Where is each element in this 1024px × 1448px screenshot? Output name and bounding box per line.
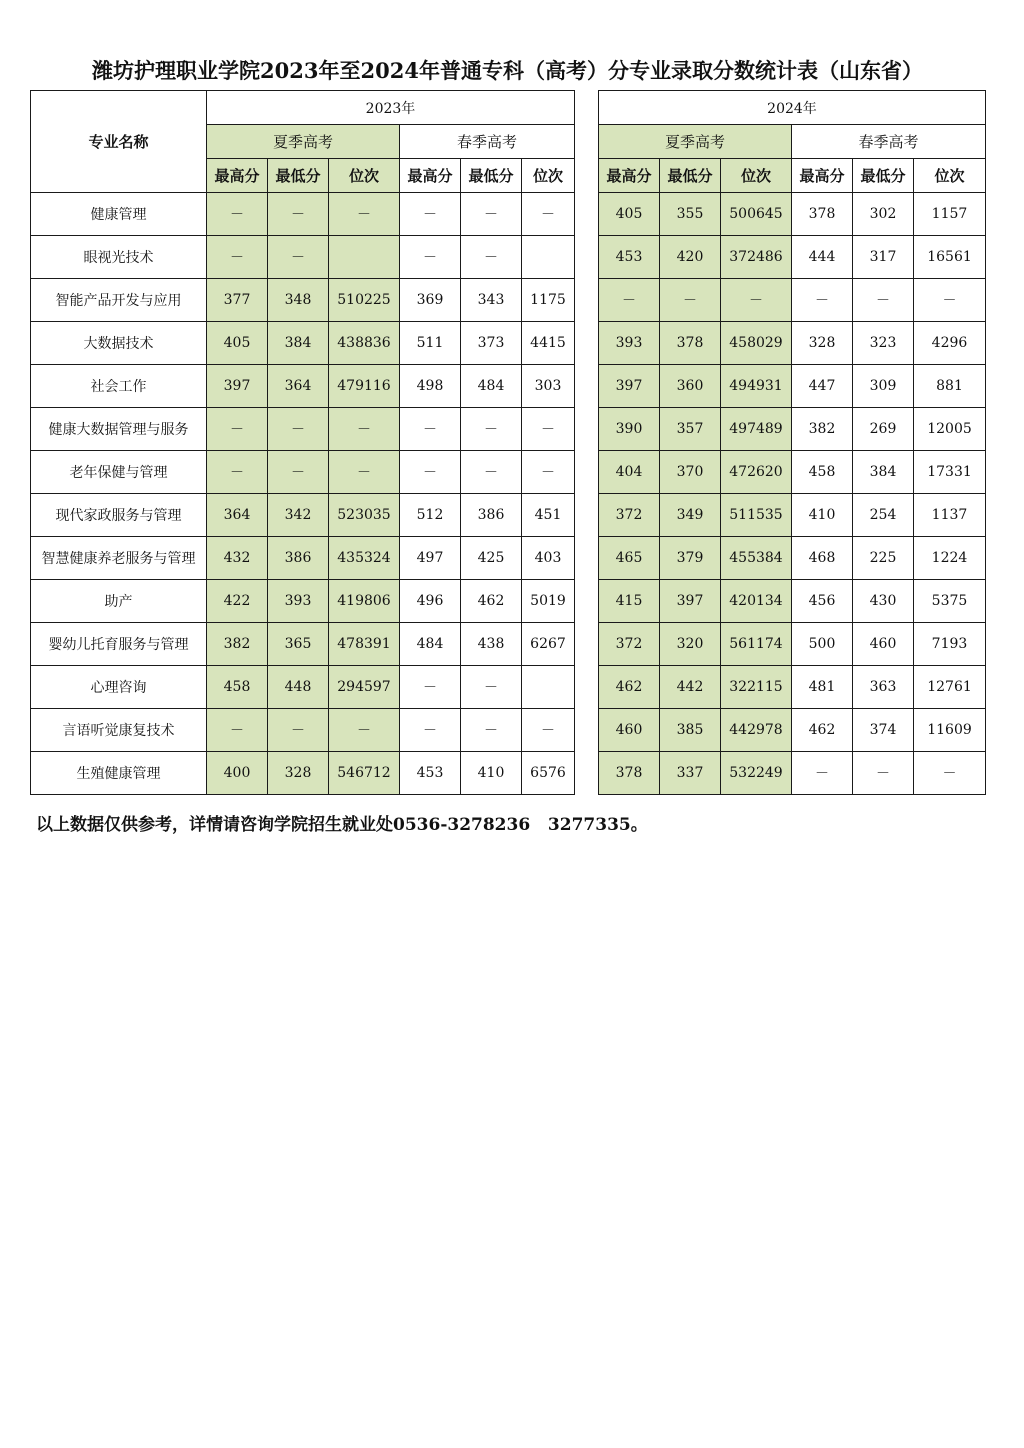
summer-y2023-cell: － — [329, 451, 400, 494]
summer-y2024-cell: 532249 — [721, 752, 792, 795]
table-row — [31, 279, 986, 322]
spring-y2024-cell: 1137 — [914, 494, 986, 537]
table-row — [31, 322, 986, 365]
spring-y2023-cell: 453 — [400, 752, 461, 795]
col-min-score: 最低分 — [461, 159, 522, 193]
summer-y2024-cell: 397 — [599, 365, 660, 408]
spring-y2023-cell: 484 — [400, 623, 461, 666]
summer-y2024-cell: 405 — [599, 193, 660, 236]
table-row — [31, 236, 986, 279]
spring-y2023-cell — [522, 236, 575, 279]
summer-y2024-cell: 320 — [660, 623, 721, 666]
summer-y2024-cell: 494931 — [721, 365, 792, 408]
spring-y2024-cell: 5375 — [914, 580, 986, 623]
table-row — [31, 752, 986, 795]
summer-y2023-cell: 432 — [207, 537, 268, 580]
spring-y2023-cell: 511 — [400, 322, 461, 365]
summer-y2023-cell: 435324 — [329, 537, 400, 580]
col-rank: 位次 — [721, 159, 792, 193]
spring-y2024-cell: 302 — [853, 193, 914, 236]
summer-y2024-cell: 393 — [599, 322, 660, 365]
spring-y2024-cell: 16561 — [914, 236, 986, 279]
spring-y2024-cell: 881 — [914, 365, 986, 408]
summer-y2024-cell: 372486 — [721, 236, 792, 279]
spring-y2024-cell: 254 — [853, 494, 914, 537]
summer-y2024-cell: 458029 — [721, 322, 792, 365]
spring-y2024-cell: － — [853, 752, 914, 795]
summer-y2023-cell: 377 — [207, 279, 268, 322]
spring-y2023-cell: 369 — [400, 279, 461, 322]
summer-y2024-cell: 420134 — [721, 580, 792, 623]
summer-y2023-cell: 348 — [268, 279, 329, 322]
summer-y2024-cell: 349 — [660, 494, 721, 537]
summer-y2023-cell: 384 — [268, 322, 329, 365]
spring-y2023-cell: － — [400, 236, 461, 279]
summer-y2024-cell: 455384 — [721, 537, 792, 580]
summer-y2024-cell: 415 — [599, 580, 660, 623]
summer-y2023-cell: － — [329, 193, 400, 236]
spring-y2024-cell: 460 — [853, 623, 914, 666]
summer-y2023-cell: 294597 — [329, 666, 400, 709]
spring-y2023-cell: 343 — [461, 279, 522, 322]
spring-y2024-cell: 11609 — [914, 709, 986, 752]
spring-y2024-cell: 468 — [792, 537, 853, 580]
spring-y2024-cell: 456 — [792, 580, 853, 623]
summer-y2024-cell: 472620 — [721, 451, 792, 494]
year-2023-header: 2023年 — [207, 91, 575, 125]
summer-y2023-cell — [329, 236, 400, 279]
spring-y2024-cell: 447 — [792, 365, 853, 408]
summer-y2023-cell: 342 — [268, 494, 329, 537]
summer-y2023-cell: 438836 — [329, 322, 400, 365]
summer-y2023-cell: 400 — [207, 752, 268, 795]
summer-y2024-cell: 420 — [660, 236, 721, 279]
spring-y2024-cell: 269 — [853, 408, 914, 451]
major-name-cell: 言语听觉康复技术 — [31, 709, 207, 752]
col-min-score: 最低分 — [268, 159, 329, 193]
summer-y2023-cell: － — [268, 193, 329, 236]
spring-y2024-cell: 7193 — [914, 623, 986, 666]
summer-y2023-cell: 382 — [207, 623, 268, 666]
spring-y2023-cell: 6267 — [522, 623, 575, 666]
major-name-cell: 智能产品开发与应用 — [31, 279, 207, 322]
summer-y2023-cell: 479116 — [329, 365, 400, 408]
table-row — [31, 408, 986, 451]
spring-y2023-cell: 498 — [400, 365, 461, 408]
spring-y2023-cell: － — [400, 451, 461, 494]
footer-note: 以上数据仅供参考，详情请咨询学院招生就业处0536-3278236 3277335。 — [36, 815, 648, 835]
spring-y2024-cell: 317 — [853, 236, 914, 279]
summer-y2024-cell: 372 — [599, 623, 660, 666]
year-separator — [575, 91, 599, 795]
spring-y2024-cell: 12005 — [914, 408, 986, 451]
spring-y2023-cell: － — [522, 193, 575, 236]
col-rank: 位次 — [522, 159, 575, 193]
spring-y2023-cell: － — [461, 709, 522, 752]
summer-y2023-cell: 397 — [207, 365, 268, 408]
spring-y2023-cell: 386 — [461, 494, 522, 537]
col-max-score: 最高分 — [792, 159, 853, 193]
spring-y2024-cell: 363 — [853, 666, 914, 709]
spring-y2023-cell: － — [461, 451, 522, 494]
page-title: 潍坊护理职业学院2023年至2024年普通专科（高考）分专业录取分数统计表（山东省） — [92, 58, 923, 83]
spring-y2023-cell: － — [400, 666, 461, 709]
table-row — [31, 537, 986, 580]
spring-y2024-cell: － — [914, 752, 986, 795]
spring-y2023-cell: － — [461, 666, 522, 709]
spring-y2023-cell: － — [522, 408, 575, 451]
summer-y2024-cell: 378 — [599, 752, 660, 795]
summer-y2024-cell: 500645 — [721, 193, 792, 236]
summer-y2023-cell: － — [207, 451, 268, 494]
summer-2024-header: 夏季高考 — [599, 125, 792, 159]
summer-y2023-cell: 422 — [207, 580, 268, 623]
col-max-score: 最高分 — [207, 159, 268, 193]
spring-y2023-cell: 5019 — [522, 580, 575, 623]
spring-y2024-cell: 17331 — [914, 451, 986, 494]
summer-y2024-cell: 442978 — [721, 709, 792, 752]
summer-y2023-cell: 328 — [268, 752, 329, 795]
spring-y2023-cell — [522, 666, 575, 709]
spring-y2024-cell: 462 — [792, 709, 853, 752]
spring-y2023-cell: 303 — [522, 365, 575, 408]
table-row — [31, 451, 986, 494]
spring-y2024-cell: 323 — [853, 322, 914, 365]
summer-y2024-cell: 497489 — [721, 408, 792, 451]
spring-y2023-cell: － — [400, 193, 461, 236]
summer-y2024-cell: － — [721, 279, 792, 322]
major-name-cell: 眼视光技术 — [31, 236, 207, 279]
summer-y2024-cell: 357 — [660, 408, 721, 451]
summer-y2024-cell: 360 — [660, 365, 721, 408]
summer-y2024-cell: 397 — [660, 580, 721, 623]
major-name-cell: 健康管理 — [31, 193, 207, 236]
summer-y2023-cell: － — [268, 709, 329, 752]
major-name-cell: 助产 — [31, 580, 207, 623]
spring-y2024-cell: 309 — [853, 365, 914, 408]
spring-y2024-cell: － — [914, 279, 986, 322]
spring-y2023-cell: 4415 — [522, 322, 575, 365]
table-row — [31, 365, 986, 408]
spring-y2024-cell: 481 — [792, 666, 853, 709]
major-name-cell: 大数据技术 — [31, 322, 207, 365]
summer-y2023-cell: 405 — [207, 322, 268, 365]
col-max-score: 最高分 — [599, 159, 660, 193]
col-rank: 位次 — [914, 159, 986, 193]
summer-y2024-cell: 379 — [660, 537, 721, 580]
table-row — [31, 666, 986, 709]
spring-y2024-cell: － — [853, 279, 914, 322]
summer-y2023-cell: － — [207, 408, 268, 451]
summer-y2023-cell: 364 — [207, 494, 268, 537]
table-row — [31, 580, 986, 623]
spring-y2023-cell: 496 — [400, 580, 461, 623]
major-name-cell: 智慧健康养老服务与管理 — [31, 537, 207, 580]
table-row — [31, 494, 986, 537]
summer-y2024-cell: 322115 — [721, 666, 792, 709]
summer-y2023-cell: － — [268, 451, 329, 494]
major-name-header: 专业名称 — [31, 91, 207, 193]
major-name-cell: 心理咨询 — [31, 666, 207, 709]
summer-y2023-cell: 364 — [268, 365, 329, 408]
summer-y2024-cell: 404 — [599, 451, 660, 494]
spring-y2023-cell: 425 — [461, 537, 522, 580]
spring-y2023-cell: － — [461, 408, 522, 451]
admission-score-table — [30, 90, 986, 795]
summer-y2023-cell: 448 — [268, 666, 329, 709]
summer-y2024-cell: 337 — [660, 752, 721, 795]
col-min-score: 最低分 — [853, 159, 914, 193]
spring-y2024-cell: 1157 — [914, 193, 986, 236]
summer-y2023-cell: － — [207, 709, 268, 752]
spring-y2023-cell: － — [400, 408, 461, 451]
spring-y2024-cell: 378 — [792, 193, 853, 236]
summer-y2023-cell: － — [207, 236, 268, 279]
spring-y2024-cell: 1224 — [914, 537, 986, 580]
major-name-cell: 生殖健康管理 — [31, 752, 207, 795]
spring-y2024-cell: 374 — [853, 709, 914, 752]
col-rank: 位次 — [329, 159, 400, 193]
spring-y2024-cell: 500 — [792, 623, 853, 666]
summer-y2023-cell: － — [329, 709, 400, 752]
summer-y2023-cell: 458 — [207, 666, 268, 709]
major-name-cell: 婴幼儿托育服务与管理 — [31, 623, 207, 666]
summer-y2023-cell: － — [207, 193, 268, 236]
table-row — [31, 709, 986, 752]
spring-y2023-cell: 403 — [522, 537, 575, 580]
summer-y2024-cell: 390 — [599, 408, 660, 451]
spring-y2023-cell: － — [522, 451, 575, 494]
summer-y2024-cell: 462 — [599, 666, 660, 709]
spring-y2024-cell: 430 — [853, 580, 914, 623]
spring-y2023-cell: 462 — [461, 580, 522, 623]
spring-y2023-cell: － — [461, 193, 522, 236]
summer-y2023-cell: 523035 — [329, 494, 400, 537]
table-row — [31, 193, 986, 236]
summer-y2023-cell: 419806 — [329, 580, 400, 623]
spring-y2024-cell: 382 — [792, 408, 853, 451]
spring-2024-header: 春季高考 — [792, 125, 986, 159]
major-name-cell: 社会工作 — [31, 365, 207, 408]
spring-y2024-cell: － — [792, 752, 853, 795]
spring-y2023-cell: － — [400, 709, 461, 752]
summer-y2023-cell: 478391 — [329, 623, 400, 666]
spring-y2023-cell: 484 — [461, 365, 522, 408]
spring-y2023-cell: 1175 — [522, 279, 575, 322]
spring-y2023-cell: 451 — [522, 494, 575, 537]
summer-y2024-cell: 372 — [599, 494, 660, 537]
summer-y2023-cell: 546712 — [329, 752, 400, 795]
summer-y2024-cell: 460 — [599, 709, 660, 752]
summer-y2023-cell: － — [268, 408, 329, 451]
summer-y2023-cell: 393 — [268, 580, 329, 623]
summer-y2024-cell: 385 — [660, 709, 721, 752]
summer-y2024-cell: － — [660, 279, 721, 322]
summer-y2024-cell: 378 — [660, 322, 721, 365]
summer-2023-header: 夏季高考 — [207, 125, 400, 159]
spring-y2023-cell: － — [522, 709, 575, 752]
major-name-cell: 老年保健与管理 — [31, 451, 207, 494]
summer-y2024-cell: 561174 — [721, 623, 792, 666]
spring-y2023-cell: － — [461, 236, 522, 279]
spring-y2024-cell: 225 — [853, 537, 914, 580]
summer-y2024-cell: 511535 — [721, 494, 792, 537]
spring-y2024-cell: 410 — [792, 494, 853, 537]
year-2024-header: 2024年 — [599, 91, 986, 125]
spring-y2024-cell: 444 — [792, 236, 853, 279]
summer-y2023-cell: － — [329, 408, 400, 451]
spring-y2023-cell: 438 — [461, 623, 522, 666]
spring-y2024-cell: 328 — [792, 322, 853, 365]
spring-2023-header: 春季高考 — [400, 125, 575, 159]
spring-y2023-cell: 373 — [461, 322, 522, 365]
col-max-score: 最高分 — [400, 159, 461, 193]
summer-y2024-cell: 453 — [599, 236, 660, 279]
spring-y2023-cell: 497 — [400, 537, 461, 580]
spring-y2024-cell: － — [792, 279, 853, 322]
spring-y2023-cell: 512 — [400, 494, 461, 537]
summer-y2023-cell: 386 — [268, 537, 329, 580]
spring-y2024-cell: 458 — [792, 451, 853, 494]
summer-y2023-cell: 510225 — [329, 279, 400, 322]
major-name-cell: 健康大数据管理与服务 — [31, 408, 207, 451]
summer-y2024-cell: 370 — [660, 451, 721, 494]
spring-y2024-cell: 12761 — [914, 666, 986, 709]
summer-y2024-cell: 355 — [660, 193, 721, 236]
header-row-years — [31, 91, 986, 125]
summer-y2024-cell: 465 — [599, 537, 660, 580]
spring-y2023-cell: 6576 — [522, 752, 575, 795]
spring-y2024-cell: 4296 — [914, 322, 986, 365]
table-row — [31, 623, 986, 666]
summer-y2023-cell: － — [268, 236, 329, 279]
col-min-score: 最低分 — [660, 159, 721, 193]
major-name-cell: 现代家政服务与管理 — [31, 494, 207, 537]
summer-y2023-cell: 365 — [268, 623, 329, 666]
summer-y2024-cell: 442 — [660, 666, 721, 709]
summer-y2024-cell: － — [599, 279, 660, 322]
spring-y2024-cell: 384 — [853, 451, 914, 494]
spring-y2023-cell: 410 — [461, 752, 522, 795]
